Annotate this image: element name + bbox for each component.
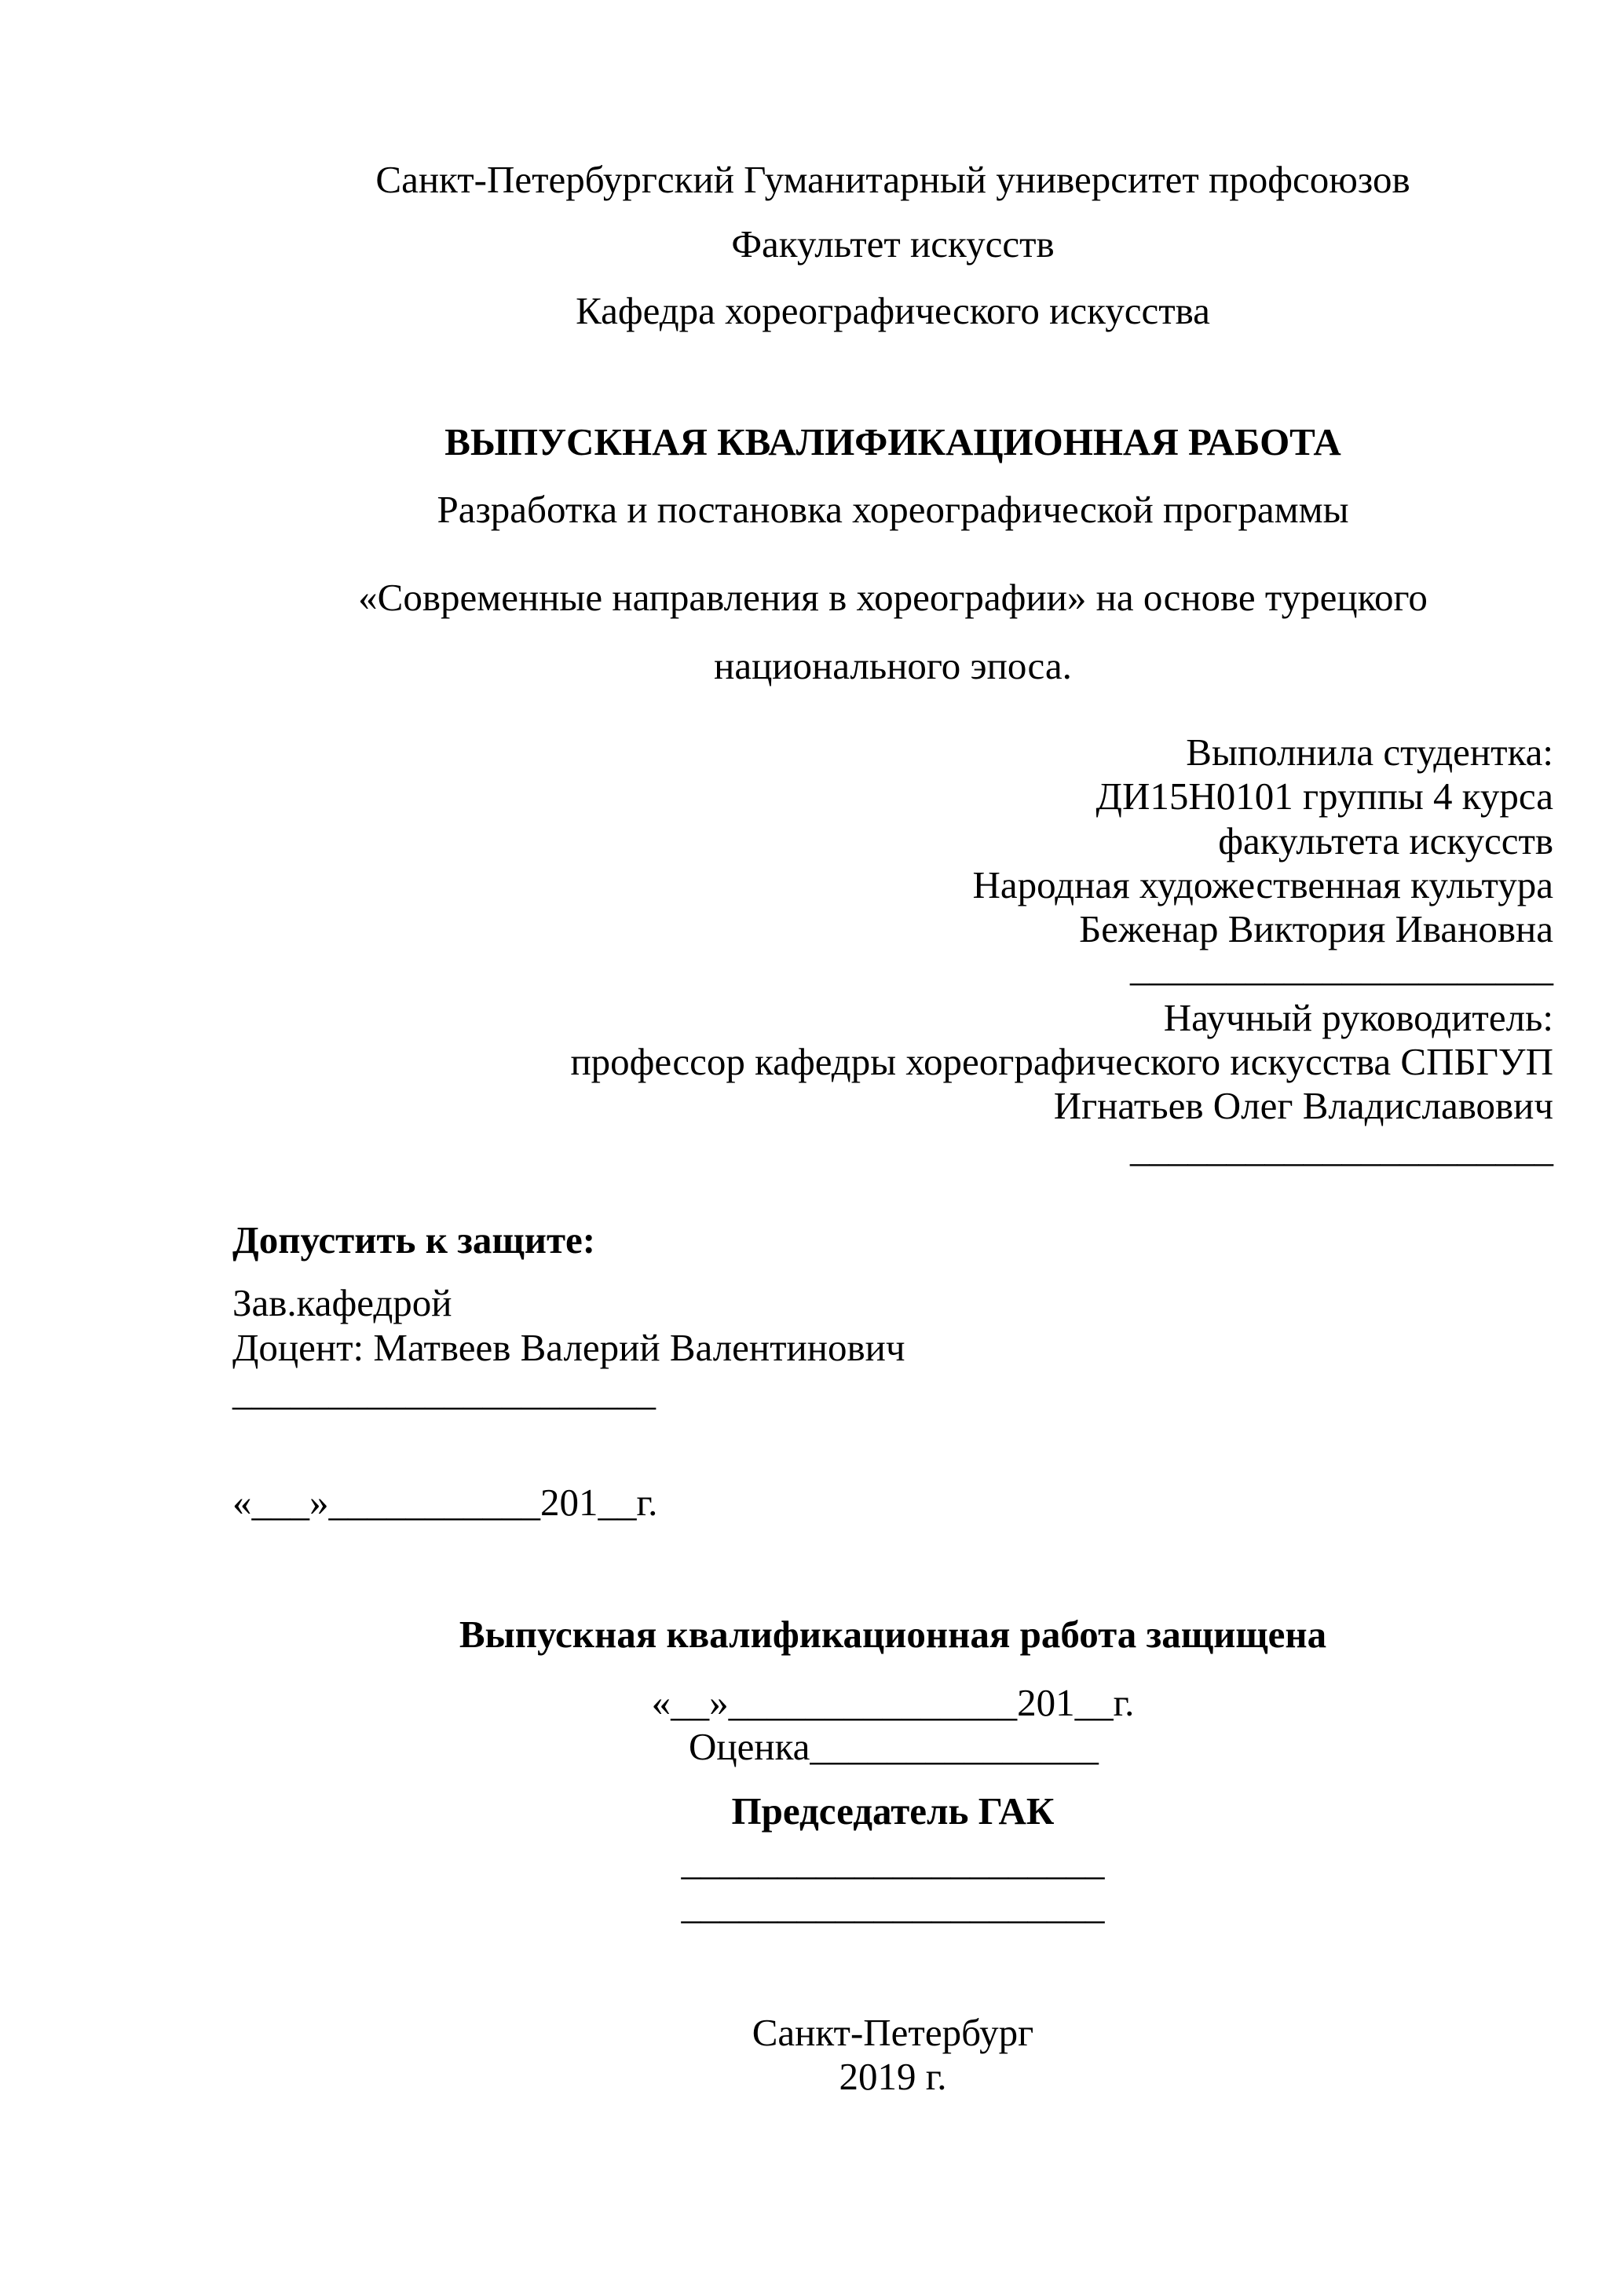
department-name: Кафедра хореографического искусства [576,289,1210,332]
defense-heading: Выпускная квалификационная работа защищена [459,1613,1327,1656]
supervisor-signature-line: ______________________ [1130,1126,1553,1170]
admission-date: «___»___________201__г. [232,1481,658,1524]
defense-grade: Оценка_______________ [689,1725,1099,1768]
admission-name: Доцент: Матвеев Валерий Валентинович [232,1326,905,1369]
footer-city: Санкт-Петербург [752,2011,1034,2054]
author-line: Выполнила студентка: [1186,731,1553,774]
document-subtitle: Разработка и постановка хореографической программы [437,488,1349,531]
author-line: ДИ15Н0101 группы 4 курса [1095,774,1553,818]
chair-signature-line-2: ______________________ [681,1884,1105,1927]
chair-heading: Председатель ГАК [731,1789,1055,1833]
admission-role: Зав.кафедрой [232,1281,452,1324]
topic-line-2: национального эпоса. [714,644,1072,687]
author-line: факультета искусств [1218,819,1553,862]
supervisor-line: Игнатьев Олег Владиславович [1053,1084,1553,1127]
supervisor-line: профессор кафедры хореографического искусства СПБГУП [570,1040,1553,1083]
topic-line-1: «Современные направления в хореографии» на основе турецкого [358,576,1428,619]
admission-signature-line: ______________________ [232,1370,656,1413]
document-heading: ВЫПУСКНАЯ КВАЛИФИКАЦИОННАЯ РАБОТА [444,420,1341,463]
chair-signature-line-1: ______________________ [681,1840,1105,1883]
footer-year: 2019 г. [839,2055,947,2098]
author-line: Народная художественная культура [972,863,1553,906]
university-name: Санкт-Петербургский Гуманитарный университет профсоюзов [375,158,1410,201]
admission-heading: Допустить к защите: [232,1218,596,1262]
faculty-name: Факультет искусств [731,222,1055,265]
supervisor-line: Научный руководитель: [1163,996,1553,1039]
student-signature-line: ______________________ [1130,946,1553,989]
author-line: Беженар Виктория Ивановна [1079,907,1553,950]
defense-date: «__»_______________201__г. [651,1681,1135,1724]
